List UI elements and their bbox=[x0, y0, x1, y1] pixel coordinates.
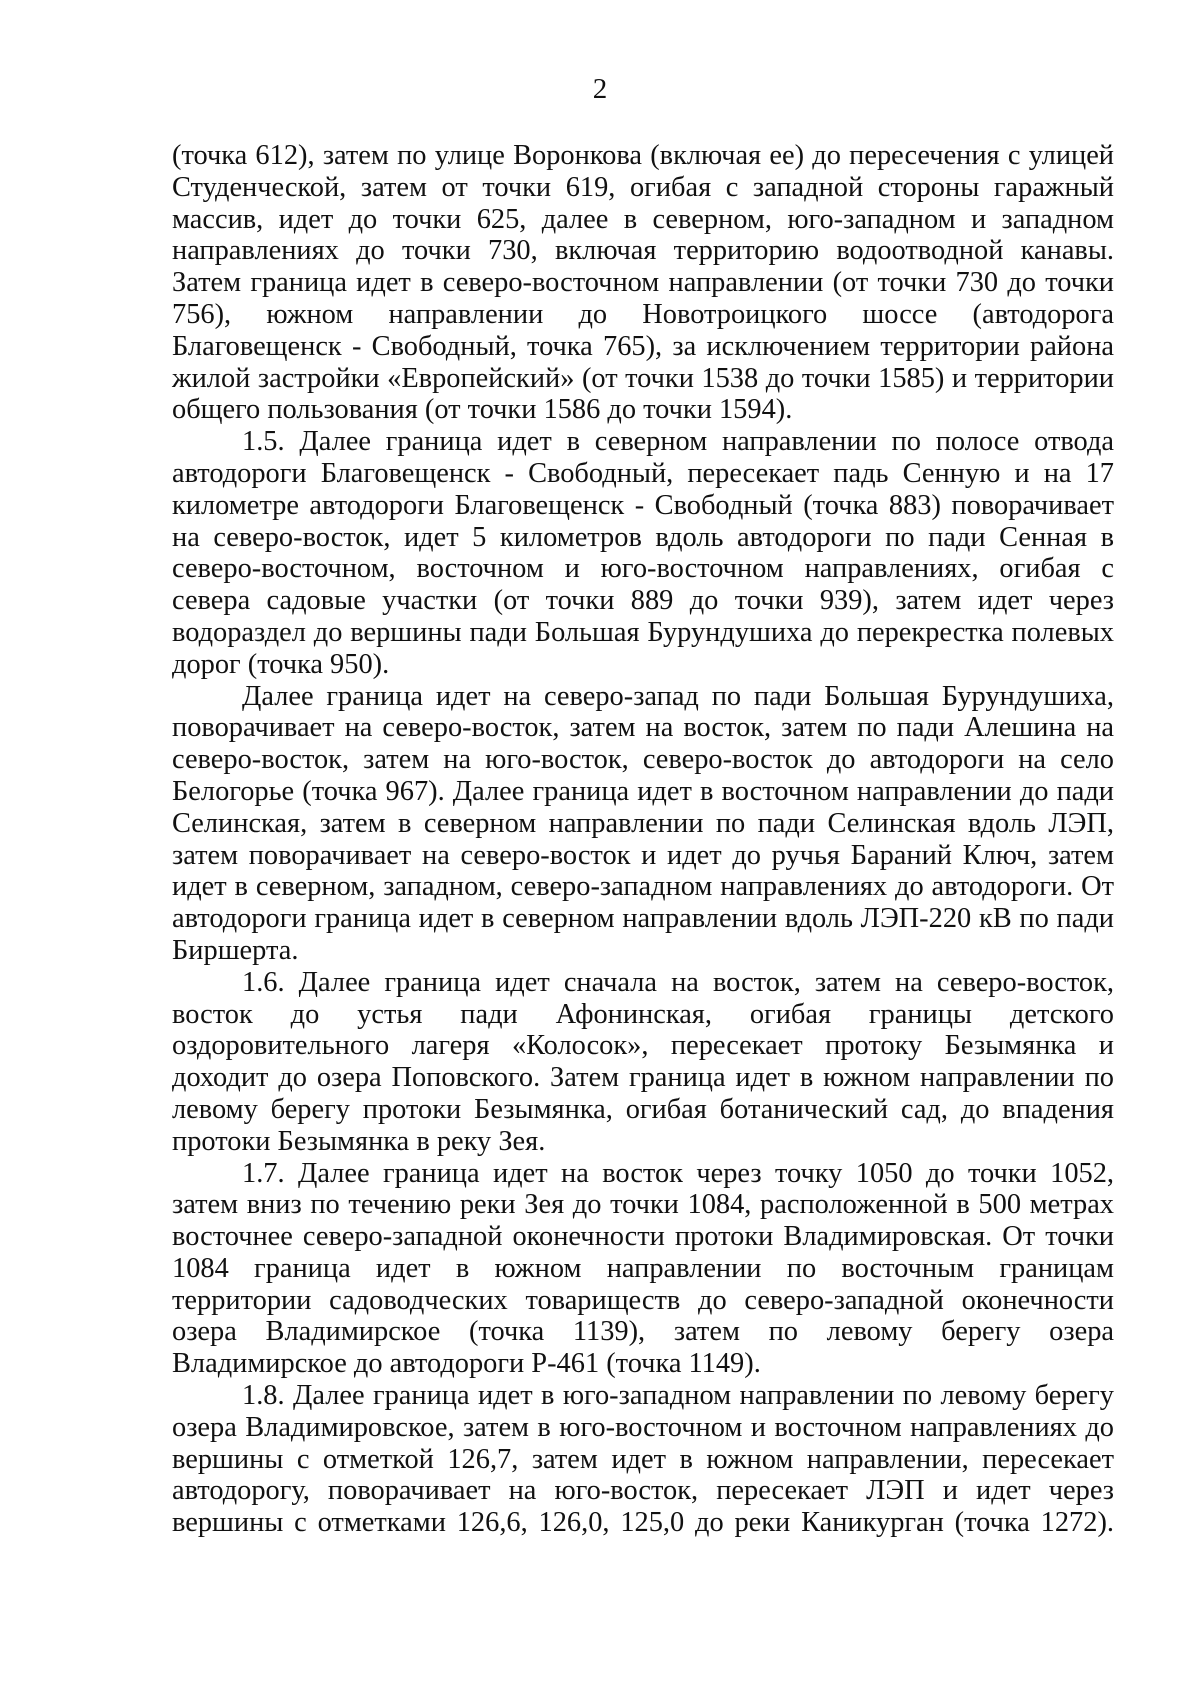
paragraph-section-1-5: 1.5. Далее граница идет в северном направлении по полосе отвода автодороги Благовещенск - Свободный, пересекает падь Сенную и на 17 километре автодороги Благовещенск - Свободный (точка 883) поворачивает на северо-восток, идет 5 километров вдоль автодороги по пади Сенная в северо-восточном, восточном и юго-восточном направлениях, огибая с севера садовые участки (от точки 889 до точки 939), затем идет через водораздел до вершины пади Большая Бурундушиха до перекрестка полевых дорог (точка 950). bbox=[172, 426, 1114, 680]
paragraph-section-1-5-continued: Далее граница идет на северо-запад по пади Большая Бурундушиха, поворачивает на северо-восток, затем на восток, затем по пади Алешина на северо-восток, затем на юго-восток, северо-восток до автодороги на село Белогорье (точка 967). Далее граница идет в восточном направлении до пади Селинская, затем в северном направлении по пади Селинская вдоль ЛЭП, затем поворачивает на северо-восток и идет до ручья Бараний Ключ, затем идет в северном, западном, северо-западном направлениях до автодороги. От автодороги граница идет в северном направлении вдоль ЛЭП-220 кВ по пади Биршерта. bbox=[172, 680, 1114, 966]
document-body bbox=[172, 140, 1114, 1539]
paragraph-section-1-6: 1.6. Далее граница идет сначала на восток, затем на северо-восток, восток до устья пади Афонинская, огибая границы детского оздоровительного лагеря «Колосок», пересекает протоку Безымянка и доходит до озера Поповского. Затем граница идет в южном направлении по левому берегу протоки Безымянка, огибая ботанический сад, до впадения протоки Безымянка в реку Зея. bbox=[172, 966, 1114, 1157]
paragraph-section-1-8: 1.8. Далее граница идет в юго-западном направлении по левому берегу озера Владимировское, затем в юго-восточном и восточном направлениях до вершины с отметкой 126,7, затем идет в южном направлении, пересекает автодорогу, поворачивает на юго-восток, пересекает ЛЭП и идет через вершины с отметками 126,6, 126,0, 125,0 до реки Каникурган (точка 1272). bbox=[172, 1380, 1114, 1539]
paragraph-continuation: (точка 612), затем по улице Воронкова (включая ее) до пересечения с улицей Студенческой, затем от точки 619, огибая с западной стороны гаражный массив, идет до точки 625, далее в северном, юго-западном и западном направлениях до точки 730, включая территорию водоотводной канавы. Затем граница идет в северо-восточном направлении (от точки 730 до точки 756), южном направлении до Новотроицкого шоссе (автодорога Благовещенск - Свободный, точка 765), за исключением территории района жилой застройки «Европейский» (от точки 1538 до точки 1585) и территории общего пользования (от точки 1586 до точки 1594). bbox=[172, 140, 1114, 426]
page-number: 2 bbox=[592, 73, 608, 105]
paragraph-section-1-7: 1.7. Далее граница идет на восток через точку 1050 до точки 1052, затем вниз по течению реки Зея до точки 1084, расположенной в 500 метрах восточнее северо-западной оконечности протоки Владимировская. От точки 1084 граница идет в южном направлении по восточным границам территории садоводческих товариществ до северо-западной оконечности озера Владимирское (точка 1139), затем по левому берегу озера Владимирское до автодороги Р-461 (точка 1149). bbox=[172, 1157, 1114, 1380]
